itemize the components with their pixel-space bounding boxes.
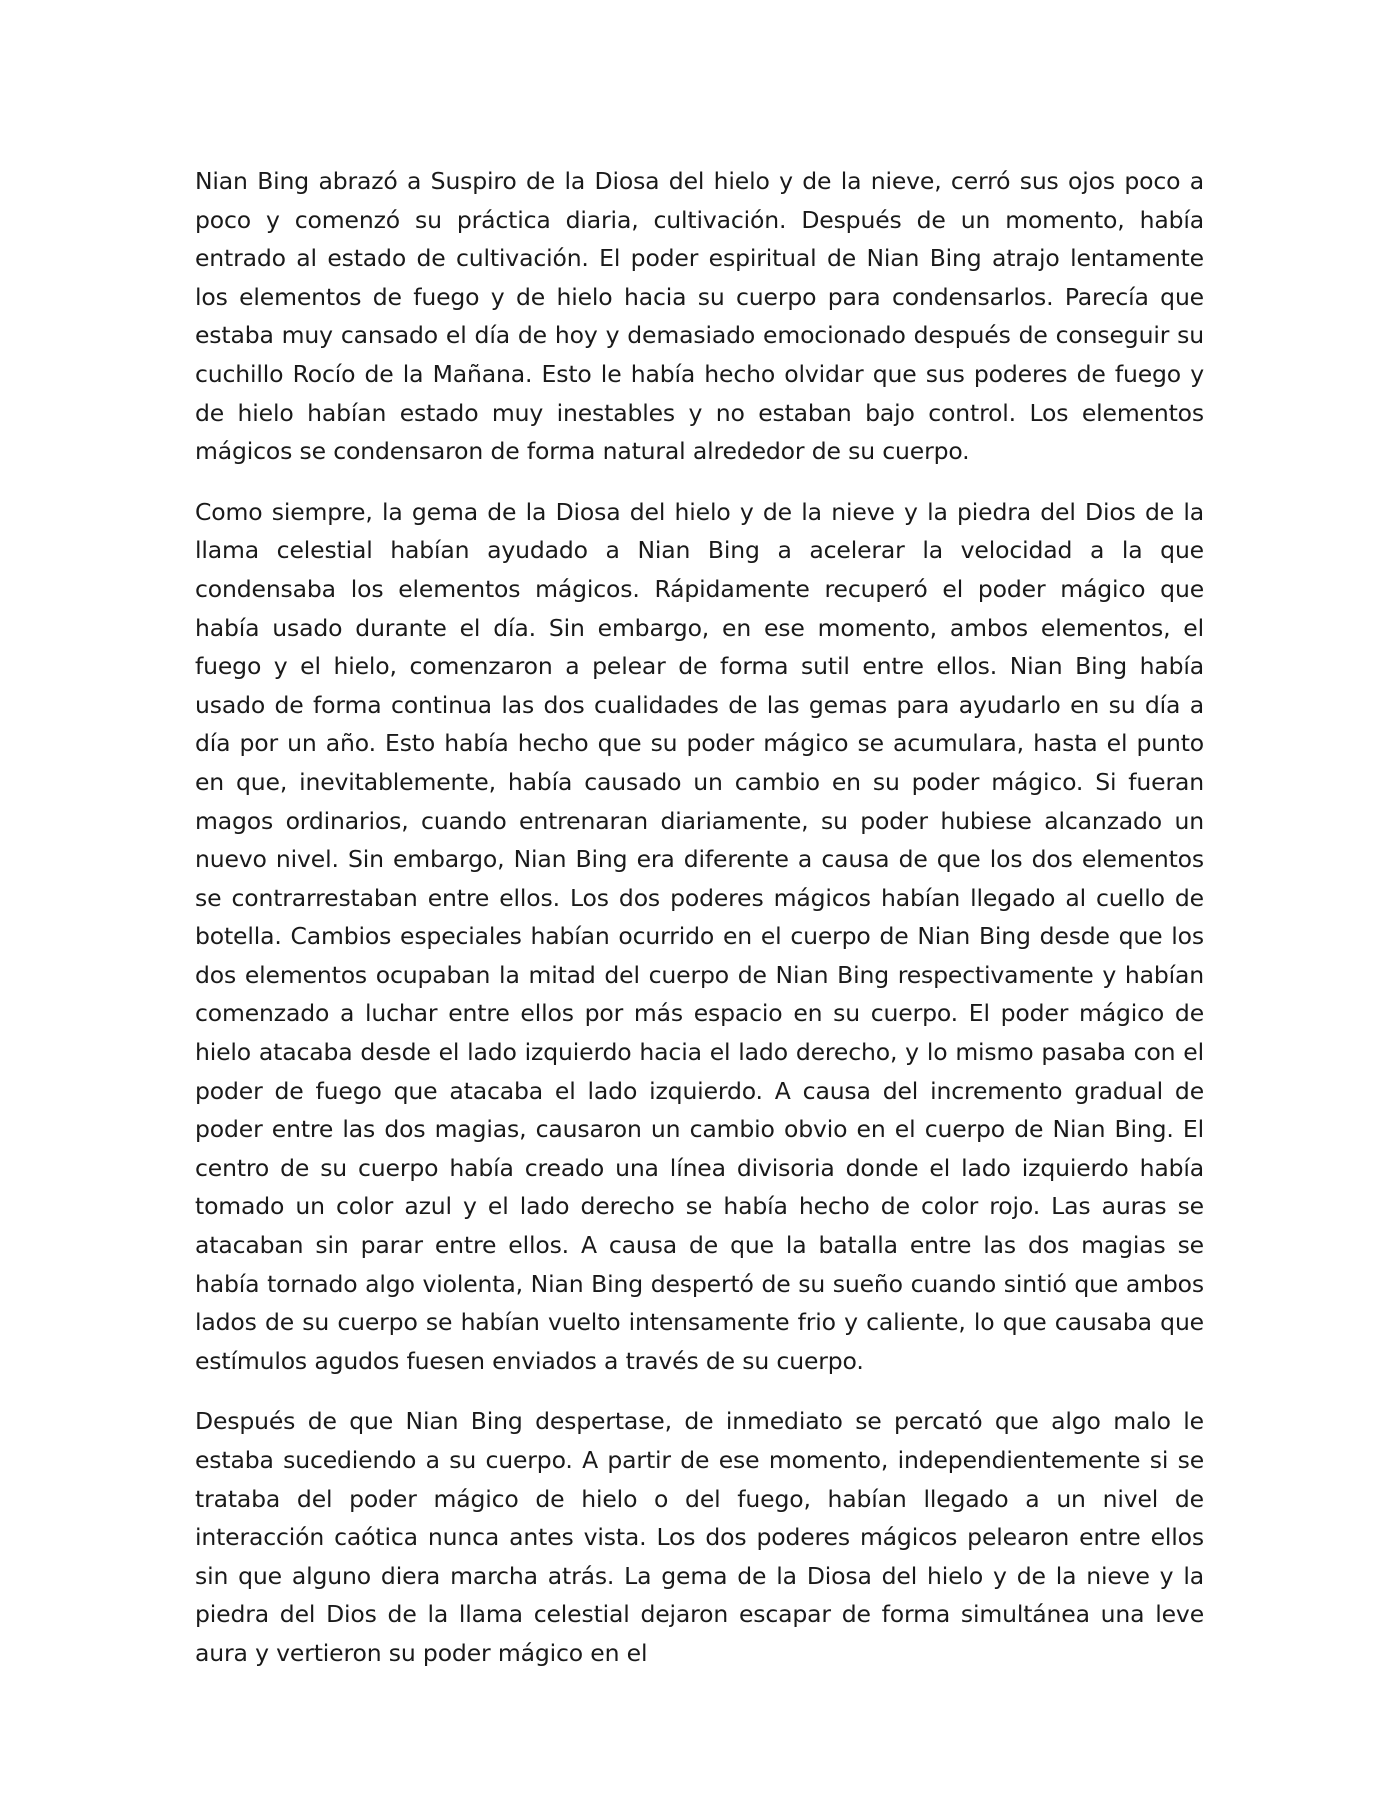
paragraph-2: Como siempre, la gema de la Diosa del hielo y de la nieve y la piedra del Dios de la llama celestial habían ayudado a Nian Bing a acelerar la velocidad a la que condensaba los elementos mágicos. Rápidamente recuperó el poder mágico que había usado durante el día. Sin embargo, en ese momento, ambos elementos, el fuego y el hielo, comenzaron a pelear de forma sutil entre ellos. Nian Bing había usado de forma continua las dos cualidades de las gemas para ayudarlo en su día a día por un año. Esto había hecho que su poder mágico se acumulara, hasta el punto en que, inevitablemente, había causado un cambio en su poder mágico. Si fueran magos ordinarios, cuando entrenaran diariamente, su poder hubiese alcanzado un nuevo nivel. Sin embargo, Nian Bing era diferente a causa de que los dos elementos se contrarrestaban entre ellos. Los dos poderes mágicos habían llegado al cuello de botella. Cambios especiales habían ocurrido en el cuerpo de Nian Bing desde que los dos elementos ocupaban la mitad del cuerpo de Nian Bing respectivamente y habían comenzado a luchar entre ellos por más espacio en su cuerpo. El poder mágico de hielo atacaba desde el lado izquierdo hacia el lado derecho, y lo mismo pasaba con el poder de fuego que atacaba el lado izquierdo. A causa del incremento gradual de poder entre las dos magias, causaron un cambio obvio en el cuerpo de Nian Bing. El centro de su cuerpo había creado una línea divisoria donde el lado izquierdo había tomado un color azul y el lado derecho se había hecho de color rojo. Las auras se atacaban sin parar entre ellos. A causa de que la batalla entre las dos magias se había tornado algo violenta, Nian Bing despertó de su sueño cuando sintió que ambos lados de su cuerpo se habían vuelto intensamente frio y caliente, lo que causaba que estímulos agudos fuesen enviados a través de su cuerpo.	[195, 497, 1204, 1375]
paragraph-3: Después de que Nian Bing despertase, de inmediato se percató que algo malo le estaba sucediendo a su cuerpo. A partir de ese momento, independientemente si se trataba del poder mágico de hielo o del fuego, habían llegado a un nivel de interacción caótica nunca antes vista. Los dos poderes mágicos pelearon entre ellos sin que alguno diera marcha atrás. La gema de la Diosa del hielo y de la nieve y la piedra del Dios de la llama celestial dejaron escapar de forma simultánea una leve aura y vertieron su poder mágico en el	[195, 1407, 1204, 1667]
paragraph-1: Nian Bing abrazó a Suspiro de la Diosa del hielo y de la nieve, cerró sus ojos poco a poco y comenzó su práctica diaria, cultivación. Después de un momento, había entrado al estado de cultivación. El poder espiritual de Nian Bing atrajo lentamente los elementos de fuego y de hielo hacia su cuerpo para condensarlos. Parecía que estaba muy cansado el día de hoy y demasiado emocionado después de conseguir su cuchillo Rocío de la Mañana. Esto le había hecho olvidar que sus poderes de fuego y de hielo habían estado muy inestables y no estaban bajo control. Los elementos mágicos se condensaron de forma natural alrededor de su cuerpo.	[195, 167, 1204, 466]
document-body	[195, 162, 1204, 1695]
